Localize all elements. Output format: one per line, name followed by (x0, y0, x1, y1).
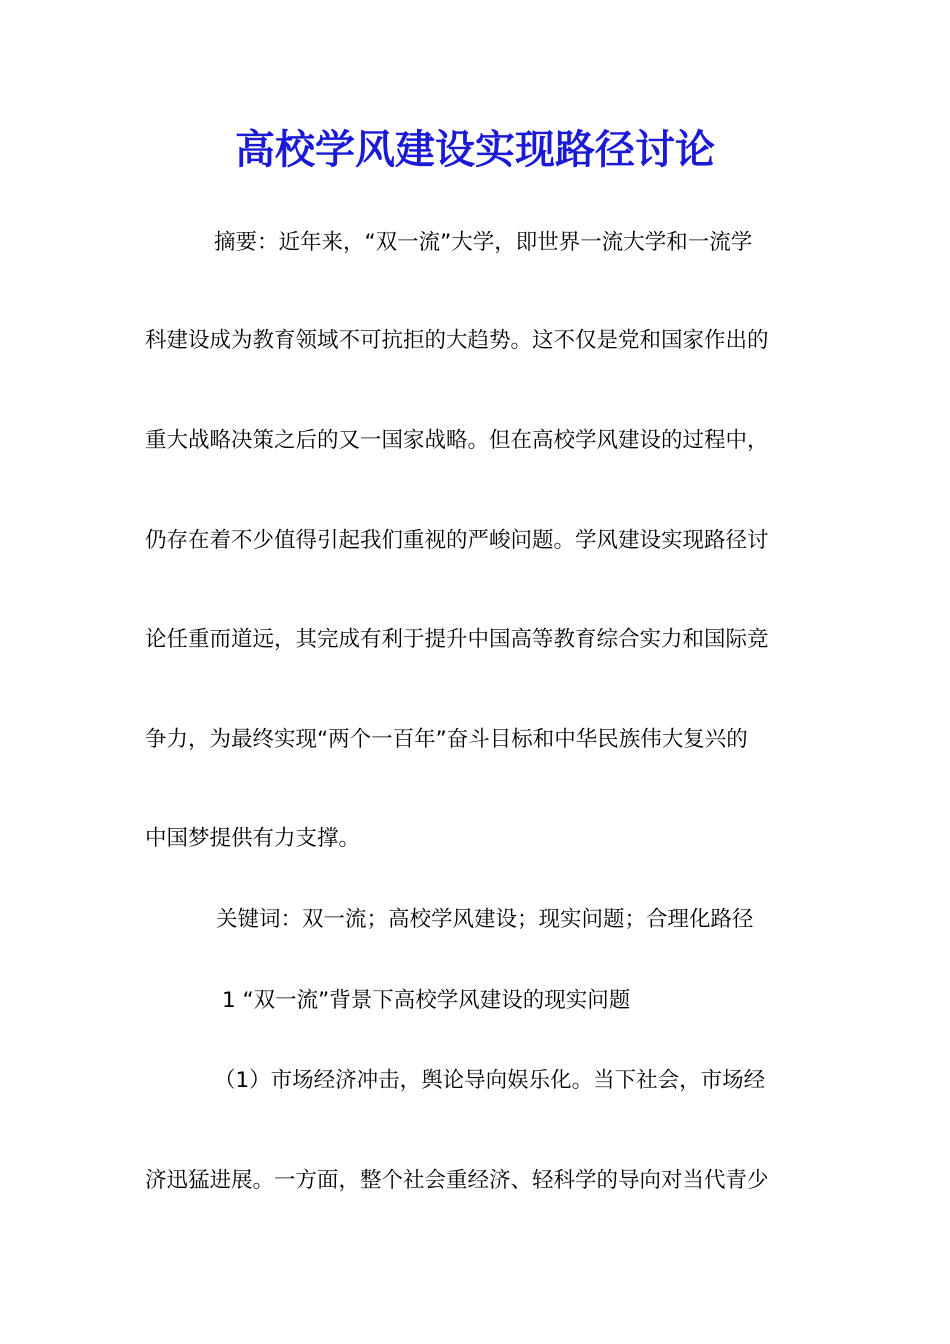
body-line-1: （1）市场经济冲击，舆论导向娱乐化。当下社会，市场经 (214, 1068, 766, 1093)
abstract-line-7: 中国梦提供有力支撑。 (145, 826, 361, 851)
abstract-line-2: 科建设成为教育领域不可抗拒的大趋势。这不仅是党和国家作出的 (145, 328, 769, 353)
abstract-line-6: 争力，为最终实现“两个一百年”奋斗目标和中华民族伟大复兴的 (145, 727, 748, 752)
abstract-line-1: 摘要：近年来，“双一流”大学，即世界一流大学和一流学 (214, 230, 753, 255)
abstract-line-4: 仍存在着不少值得引起我们重视的严峻问题。学风建设实现路径讨 (145, 528, 769, 553)
document-title: 高校学风建设实现路径讨论 (235, 126, 715, 173)
abstract-line-5: 论任重而道远，其完成有利于提升中国高等教育综合实力和国际竞 (145, 627, 769, 652)
abstract-line-3: 重大战略决策之后的又一国家战略。但在高校学风建设的过程中， (145, 428, 769, 453)
section-heading: 1 “双一流”背景下高校学风建设的现实问题 (222, 988, 631, 1013)
body-line-2: 济迅猛进展。一方面，整个社会重经济、轻科学的导向对当代青少 (145, 1168, 769, 1193)
keywords-line: 关键词：双一流；高校学风建设；现实问题；合理化路径 (216, 907, 754, 932)
